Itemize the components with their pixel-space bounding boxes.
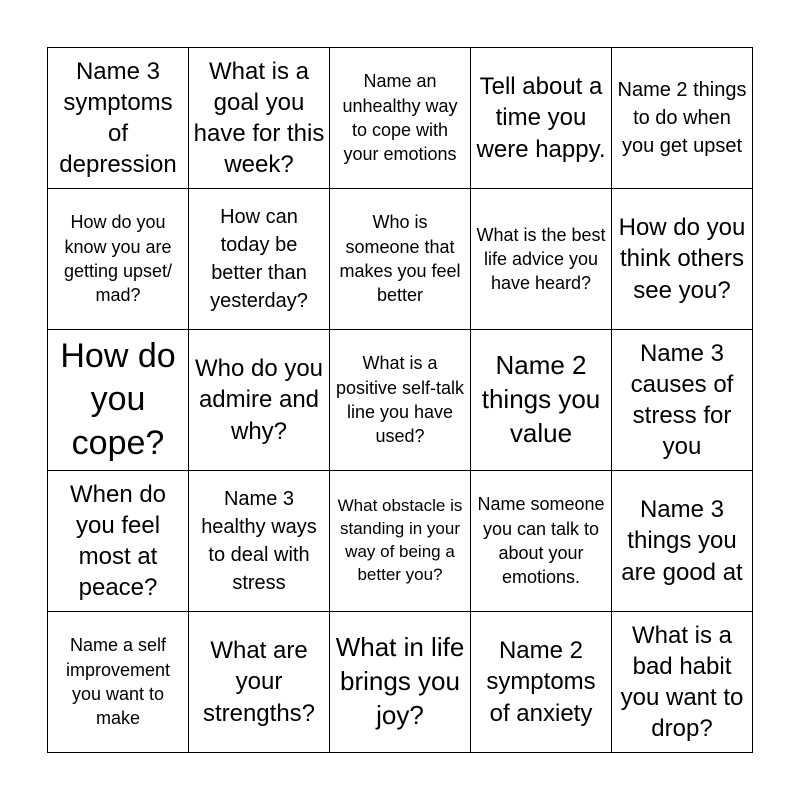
cell-text: When do you feel most at peace? — [69, 480, 167, 602]
bingo-cell-r5c2 — [189, 612, 330, 753]
cell-text: What in life brings you joy? — [335, 632, 465, 730]
cell-text: What is the best life advice you have heard? — [476, 224, 606, 294]
cell-text: How can today be better than yesterday? — [210, 206, 308, 312]
bingo-cell-r1c3 — [330, 48, 471, 189]
bingo-cell-r5c1 — [48, 612, 189, 753]
bingo-cell-r1c4 — [471, 48, 612, 189]
bingo-cell-r3c2 — [189, 330, 330, 471]
cell-text: Name 3 things you are good at — [621, 496, 743, 586]
cell-text: Name someone you can talk to about your emotions. — [477, 494, 605, 588]
bingo-cell-r2c5 — [612, 189, 753, 330]
bingo-cell-r2c4 — [471, 189, 612, 330]
cell-text: What is a positive self-talk line you have used? — [335, 353, 465, 447]
bingo-board — [47, 47, 753, 753]
cell-text: How do you know you are getting upset/ mad? — [63, 212, 173, 306]
cell-text: Name 3 causes of stress for you — [630, 339, 734, 461]
cell-text: Name 3 symptoms of depression — [59, 57, 177, 179]
bingo-cell-r4c4 — [471, 471, 612, 612]
bingo-cell-r4c1 — [48, 471, 189, 612]
cell-text: Who is someone that makes you feel better — [339, 212, 461, 306]
bingo-cell-r5c3 — [330, 612, 471, 753]
cell-text: Name 3 healthy ways to deal with stress — [201, 488, 317, 594]
bingo-cell-r3c5 — [612, 330, 753, 471]
bingo-cell-r3c1 — [48, 330, 189, 471]
bingo-cell-r5c4 — [471, 612, 612, 753]
cell-text: What are your strengths? — [202, 637, 316, 727]
bingo-cell-r1c5 — [612, 48, 753, 189]
bingo-cell-r1c1 — [48, 48, 189, 189]
bingo-cell-r2c2 — [189, 189, 330, 330]
cell-text: How do you think others see you? — [618, 214, 746, 304]
cell-text: What obstacle is standing in your way of being a better you? — [337, 496, 463, 584]
bingo-cell-r4c5 — [612, 471, 753, 612]
bingo-cell-r2c3 — [330, 189, 471, 330]
cell-text: Who do you admire and why? — [194, 355, 324, 445]
bingo-cell-r2c1 — [48, 189, 189, 330]
cell-text: What is a goal you have for this week? — [193, 57, 325, 179]
cell-text: What is a bad habit you want to drop? — [620, 621, 744, 743]
bingo-cell-r4c3 — [330, 471, 471, 612]
cell-text: Tell about a time you were happy. — [476, 73, 606, 163]
bingo-cell-r1c2 — [189, 48, 330, 189]
cell-text: Name 2 things you value — [481, 350, 601, 448]
bingo-cell-r3c3 — [330, 330, 471, 471]
cell-text: Name a self improvement you want to make — [65, 635, 171, 729]
bingo-cell-r4c2 — [189, 471, 330, 612]
cell-text: Name 2 symptoms of anxiety — [486, 637, 596, 727]
cell-text: Name an unhealthy way to cope with your emotions — [342, 71, 458, 165]
cell-text: How do you cope? — [60, 336, 176, 462]
bingo-cell-r3c4 — [471, 330, 612, 471]
cell-text: Name 2 things to do when you get upset — [617, 79, 747, 157]
bingo-cell-r5c5 — [612, 612, 753, 753]
